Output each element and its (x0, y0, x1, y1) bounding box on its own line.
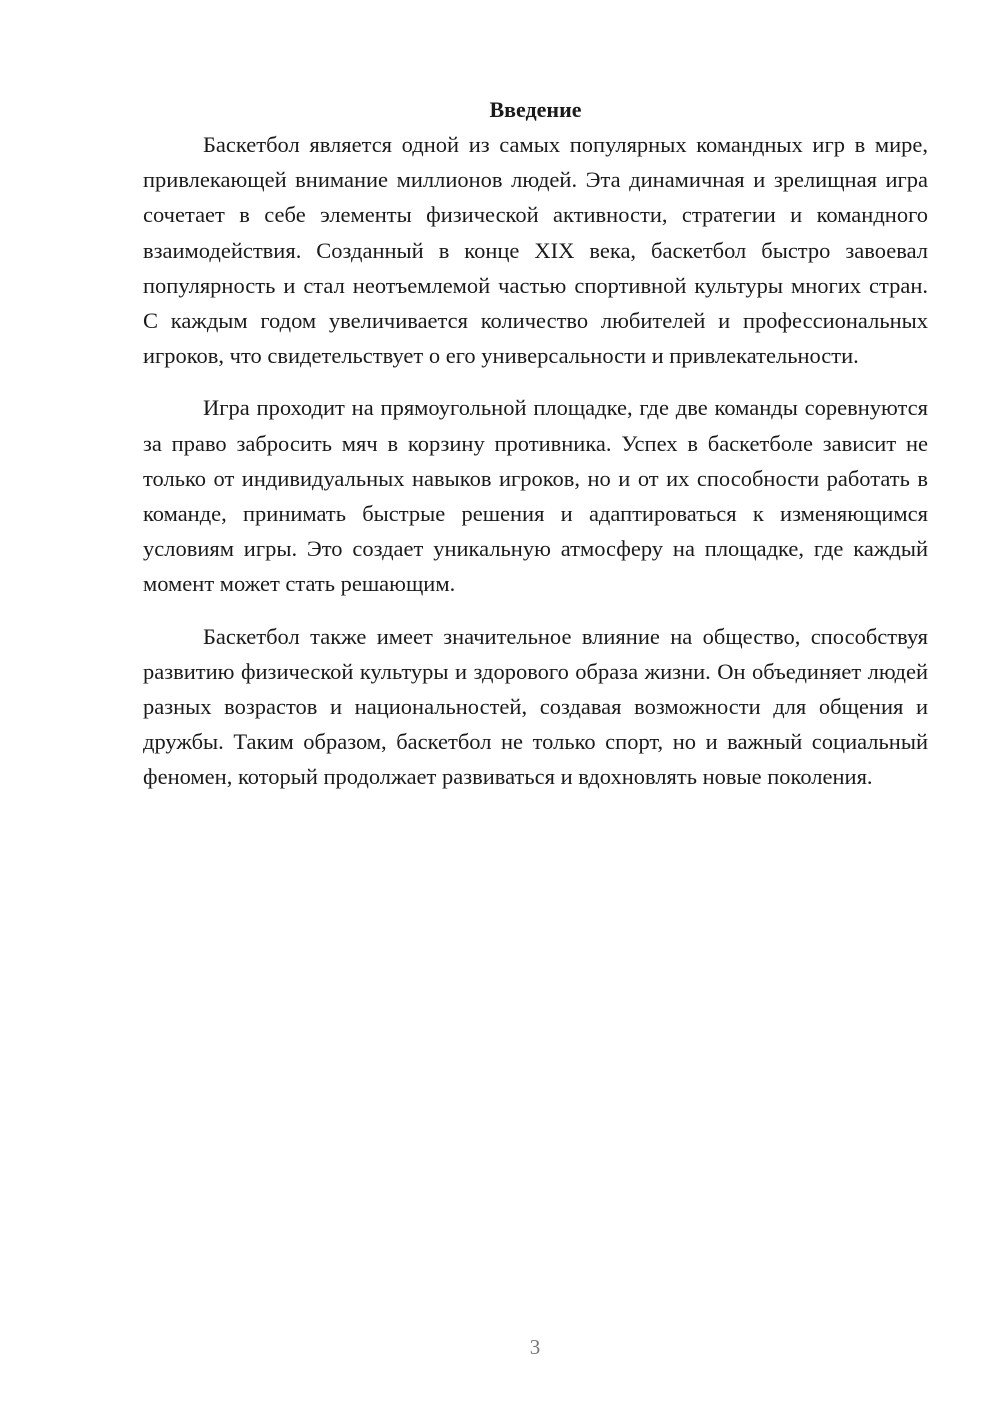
page-number: 3 (529, 1335, 541, 1359)
page-content (143, 92, 928, 812)
paragraph-3: Баскетбол также имеет значительное влияние на общество, способствуя развитию физической культуры и здорового образа жизни. Он объединяет людей разных возрастов и национальностей, создавая возможности для общения и дружбы. Таким образом, баскетбол не только спорт, но и важный социальный феномен, который продолжает развиваться и вдохновлять новые поколения. (143, 623, 928, 790)
section-title: Введение (489, 97, 582, 122)
paragraph-2: Игра проходит на прямоугольной площадке, где две команды соревнуются за право забросить мяч в корзину противника. Успех в баскетболе зависит не только от индивидуальных навыков игроков, но и от их способности работать в команде, принимать быстрые решения и адаптироваться к изменяющимся условиям игры. Это создает уникальную атмосферу на площадке, где каждый момент может стать решающим. (143, 395, 928, 597)
paragraph-1: Баскетбол является одной из самых популярных командных игр в мире, привлекающей внимание миллионов людей. Эта динамичная и зрелищная игра сочетает в себе элементы физической активности, стратегии и командного взаимодействия. Созданный в конце XIX века, баскетбол быстро завоевал популярность и стал неотъемлемой частью спортивной культуры многих стран. С каждым годом увеличивается количество любителей и профессиональных игроков, что свидетельствует о его универсальности и привлекательности. (143, 132, 928, 369)
